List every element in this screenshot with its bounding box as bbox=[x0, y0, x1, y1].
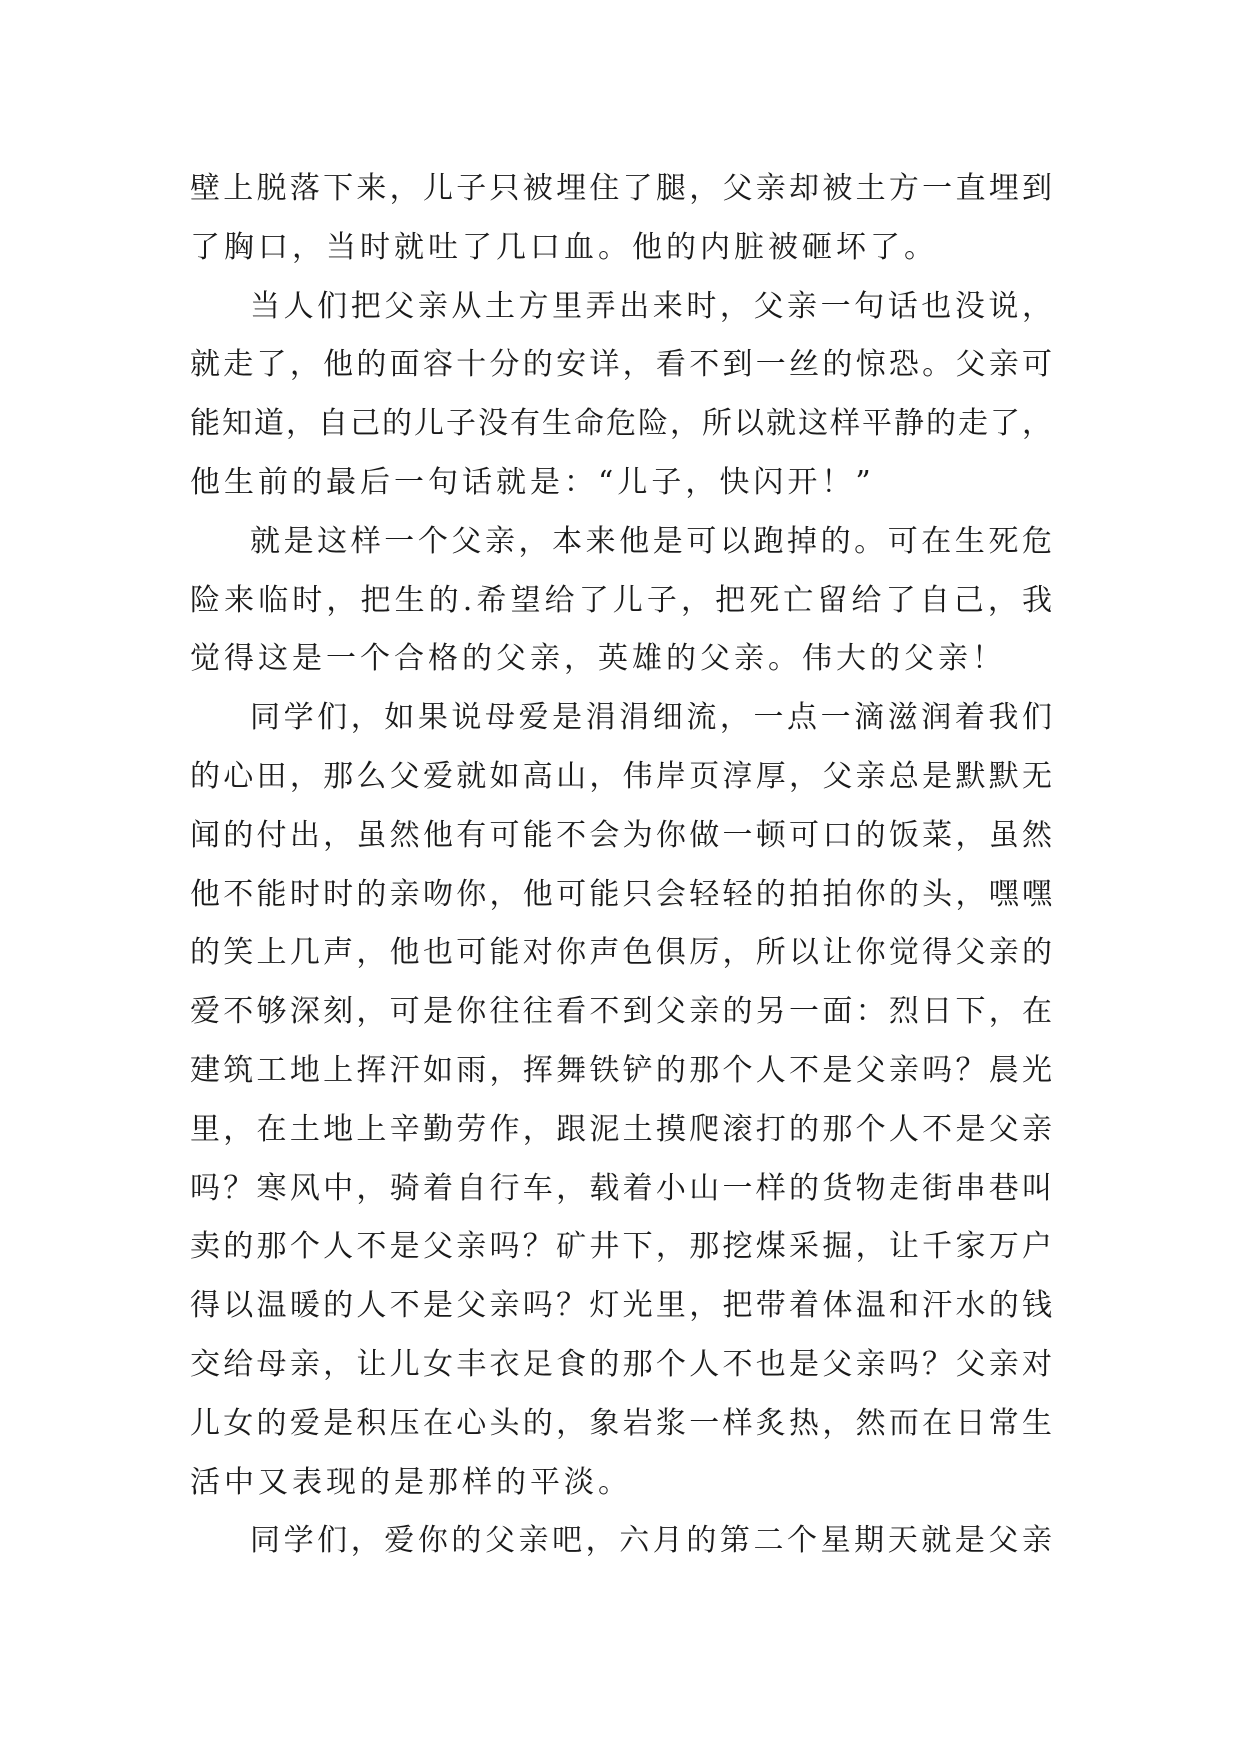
body-text bbox=[190, 160, 1052, 1571]
text-line: 交给母亲，让儿女丰衣足食的那个人不也是父亲吗？父亲对 bbox=[190, 1346, 1052, 1382]
text-line: 吗？寒风中，骑着自行车，载着小山一样的货物走街串巷叫 bbox=[190, 1170, 1052, 1206]
text-line: 就走了，他的面容十分的安详，看不到一丝的惊恐。父亲可 bbox=[190, 347, 1052, 383]
text-line: 的心田，那么父爱就如高山，伟岸页淳厚，父亲总是默默无 bbox=[190, 758, 1052, 794]
text-line: 他不能时时的亲吻你，他可能只会轻轻的拍拍你的头，嘿嘿 bbox=[190, 876, 1052, 912]
text-line: 就是这样一个父亲，本来他是可以跑掉的。可在生死危 bbox=[250, 523, 1052, 559]
text-line: 他生前的最后一句话就是：“儿子，快闪开！” bbox=[190, 464, 875, 500]
text-line: 能知道，自己的儿子没有生命危险，所以就这样平静的走了， bbox=[190, 406, 1052, 442]
text-line: 同学们，如果说母爱是涓涓细流，一点一滴滋润着我们 bbox=[250, 700, 1052, 736]
text-line: 壁上脱落下来，儿子只被埋住了腿，父亲却被土方一直埋到 bbox=[190, 171, 1052, 206]
text-line: 活中又表现的是那样的平淡。 bbox=[190, 1464, 632, 1500]
text-line: 爱不够深刻，可是你往往看不到父亲的另一面：烈日下，在 bbox=[190, 994, 1052, 1030]
text-line: 卖的那个人不是父亲吗？矿井下，那挖煤采掘，让千家万户 bbox=[190, 1229, 1052, 1265]
text-line: 了胸口，当时就吐了几口血。他的内脏被砸坏了。 bbox=[190, 229, 938, 265]
text-line: 儿女的爱是积压在心头的，象岩浆一样炙热，然而在日常生 bbox=[190, 1405, 1052, 1441]
text-line: 闻的付出，虽然他有可能不会为你做一顿可口的饭菜，虽然 bbox=[190, 817, 1052, 853]
text-line: 当人们把父亲从土方里弄出来时，父亲一句话也没说， bbox=[250, 288, 1052, 324]
text-line: 的笑上几声，他也可能对你声色俱厉，所以让你觉得父亲的 bbox=[190, 935, 1052, 971]
text-line: 同学们，爱你的父亲吧，六月的第二个星期天就是父亲 bbox=[250, 1523, 1052, 1559]
text-line: 里，在土地上辛勤劳作，跟泥土摸爬滚打的那个人不是父亲 bbox=[190, 1111, 1052, 1147]
text-line: 建筑工地上挥汗如雨，挥舞铁铲的那个人不是父亲吗？晨光 bbox=[190, 1052, 1052, 1088]
text-line: 险来临时，把生的.希望给了儿子，把死亡留给了自己，我 bbox=[190, 582, 1052, 618]
text-line: 觉得这是一个合格的父亲，英雄的父亲。伟大的父亲！ bbox=[190, 641, 1006, 677]
text-line: 得以温暖的人不是父亲吗？灯光里，把带着体温和汗水的钱 bbox=[190, 1288, 1052, 1324]
